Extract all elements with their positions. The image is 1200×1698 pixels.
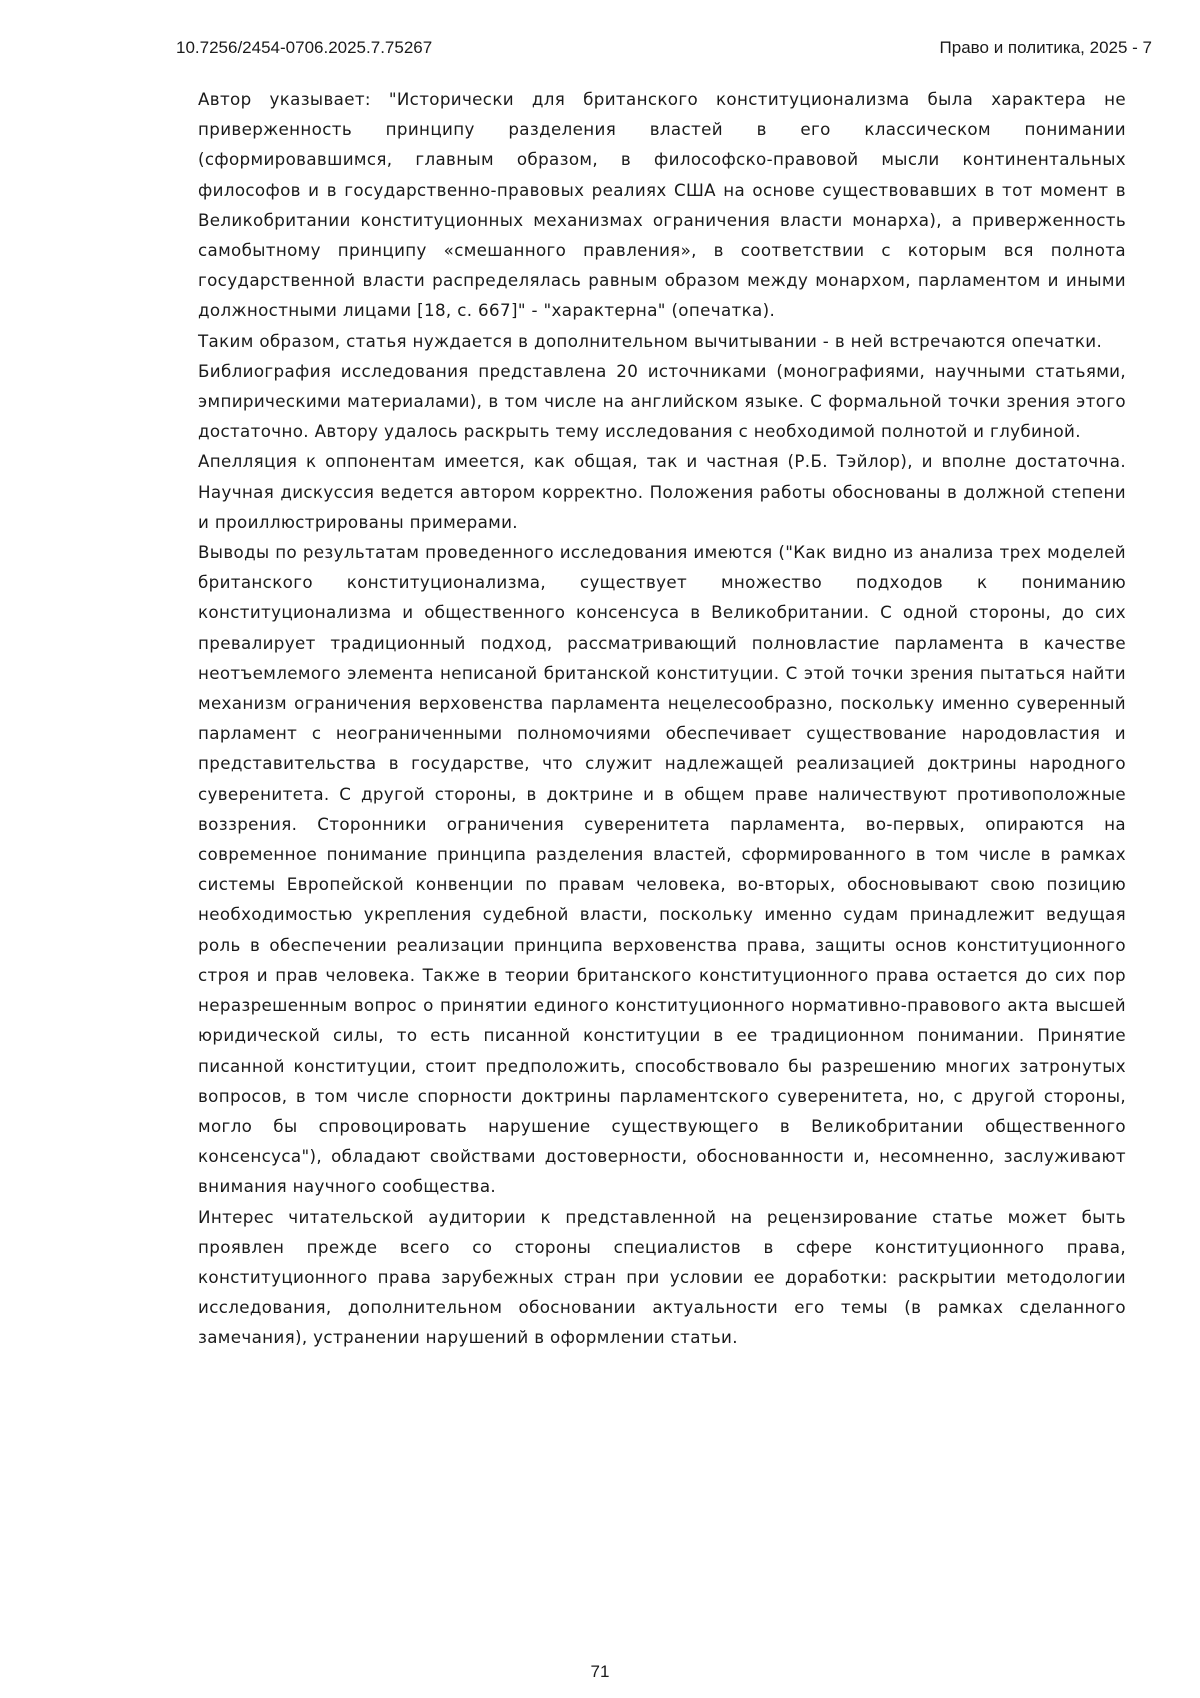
doi-header: 10.7256/2454-0706.2025.7.75267 [176, 38, 432, 58]
article-body [198, 84, 1126, 1353]
paragraph-bibliography: Библиография исследования представлена 20 источниками (монографиями, научными статьями, эмпирическими материалами), в том числе на английском языке. С формальной точки зрения этого достаточно. Автору удалось раскрыть тему исследования с необходимой полнотой и глубиной. [198, 356, 1126, 447]
paragraph-opponents: Апелляция к оппонентам имеется, как общая, так и частная (Р.Б. Тэйлор), и вполне достаточна. Научная дискуссия ведется автором корректно. Положения работы обоснованы в должной степени и проиллюстрированы примерами. [198, 446, 1126, 537]
paragraph-typos: Таким образом, статья нуждается в дополнительном вычитывании - в ней встречаются опечатки. [198, 326, 1126, 356]
page-number: 71 [0, 1662, 1200, 1682]
paragraph-author-quote: Автор указывает: "Исторически для британского конституционализма была характера не приверженность принципу разделения властей в его классическом понимании (сформировавшимся, главным образом, в философско-правовой мысли континентальных философов и в государственно-правовых реалиях США на основе существовавших в тот момент в Великобритании конституционных механизмах ограничения власти монарха), а приверженность самобытному принципу «смешанного правления», в соответствии с которым вся полнота государственной власти распределялась равным образом между монархом, парламентом и иными должностными лицами [18, с. 667]" - "характерна" (опечатка). [198, 84, 1126, 326]
paragraph-audience: Интерес читательской аудитории к представленной на рецензирование статье может быть проявлен прежде всего со стороны специалистов в сфере конституционного права, конституционного права зарубежных стран при условии ее доработки: раскрытии методологии исследования, дополнительном обосновании актуальности его темы (в рамках сделанного замечания), устранении нарушений в оформлении статьи. [198, 1202, 1126, 1353]
paragraph-conclusions: Выводы по результатам проведенного исследования имеются ("Как видно из анализа трех моделей британского конституционализма, существует множество подходов к пониманию конституционализма и общественного консенсуса в Великобритании. С одной стороны, до сих превалирует традиционный подход, рассматривающий полновластие парламента в качестве неотъемлемого элемента неписаной британской конституции. С этой точки зрения пытаться найти механизм ограничения верховенства парламента нецелесообразно, поскольку именно суверенный парламент с неограниченными полномочиями обеспечивает существование народовластия и представительства в государстве, что служит надлежащей реализацией доктрины народного суверенитета. С другой стороны, в доктрине и в общем праве наличествуют противоположные воззрения. Сторонники ограничения суверенитета парламента, во-первых, опираются на современное понимание принципа разделения властей, сформированного в том числе в рамках системы Европейской конвенции по правам человека, во-вторых, обосновывают свою позицию необходимостью укрепления судебной власти, поскольку именно судам принадлежит ведущая роль в обеспечении реализации принципа верховенства права, защиты основ конституционного строя и прав человека. Также в теории британского конституционного права остается до сих пор неразрешенным вопрос о принятии единого конституционного нормативно-правового акта высшей юридической силы, то есть писанной конституции в ее традиционном понимании. Принятие писанной конституции, стоит предположить, способствовало бы разрешению многих затронутых вопросов, в том числе спорности доктрины парламентского суверенитета, но, с другой стороны, могло бы спровоцировать нарушение существующего в Великобритании общественного консенсуса"), обладают свойствами достоверности, обоснованности и, несомненно, заслуживают внимания научного сообщества. [198, 537, 1126, 1201]
journal-header: Право и политика, 2025 - 7 [940, 38, 1152, 58]
